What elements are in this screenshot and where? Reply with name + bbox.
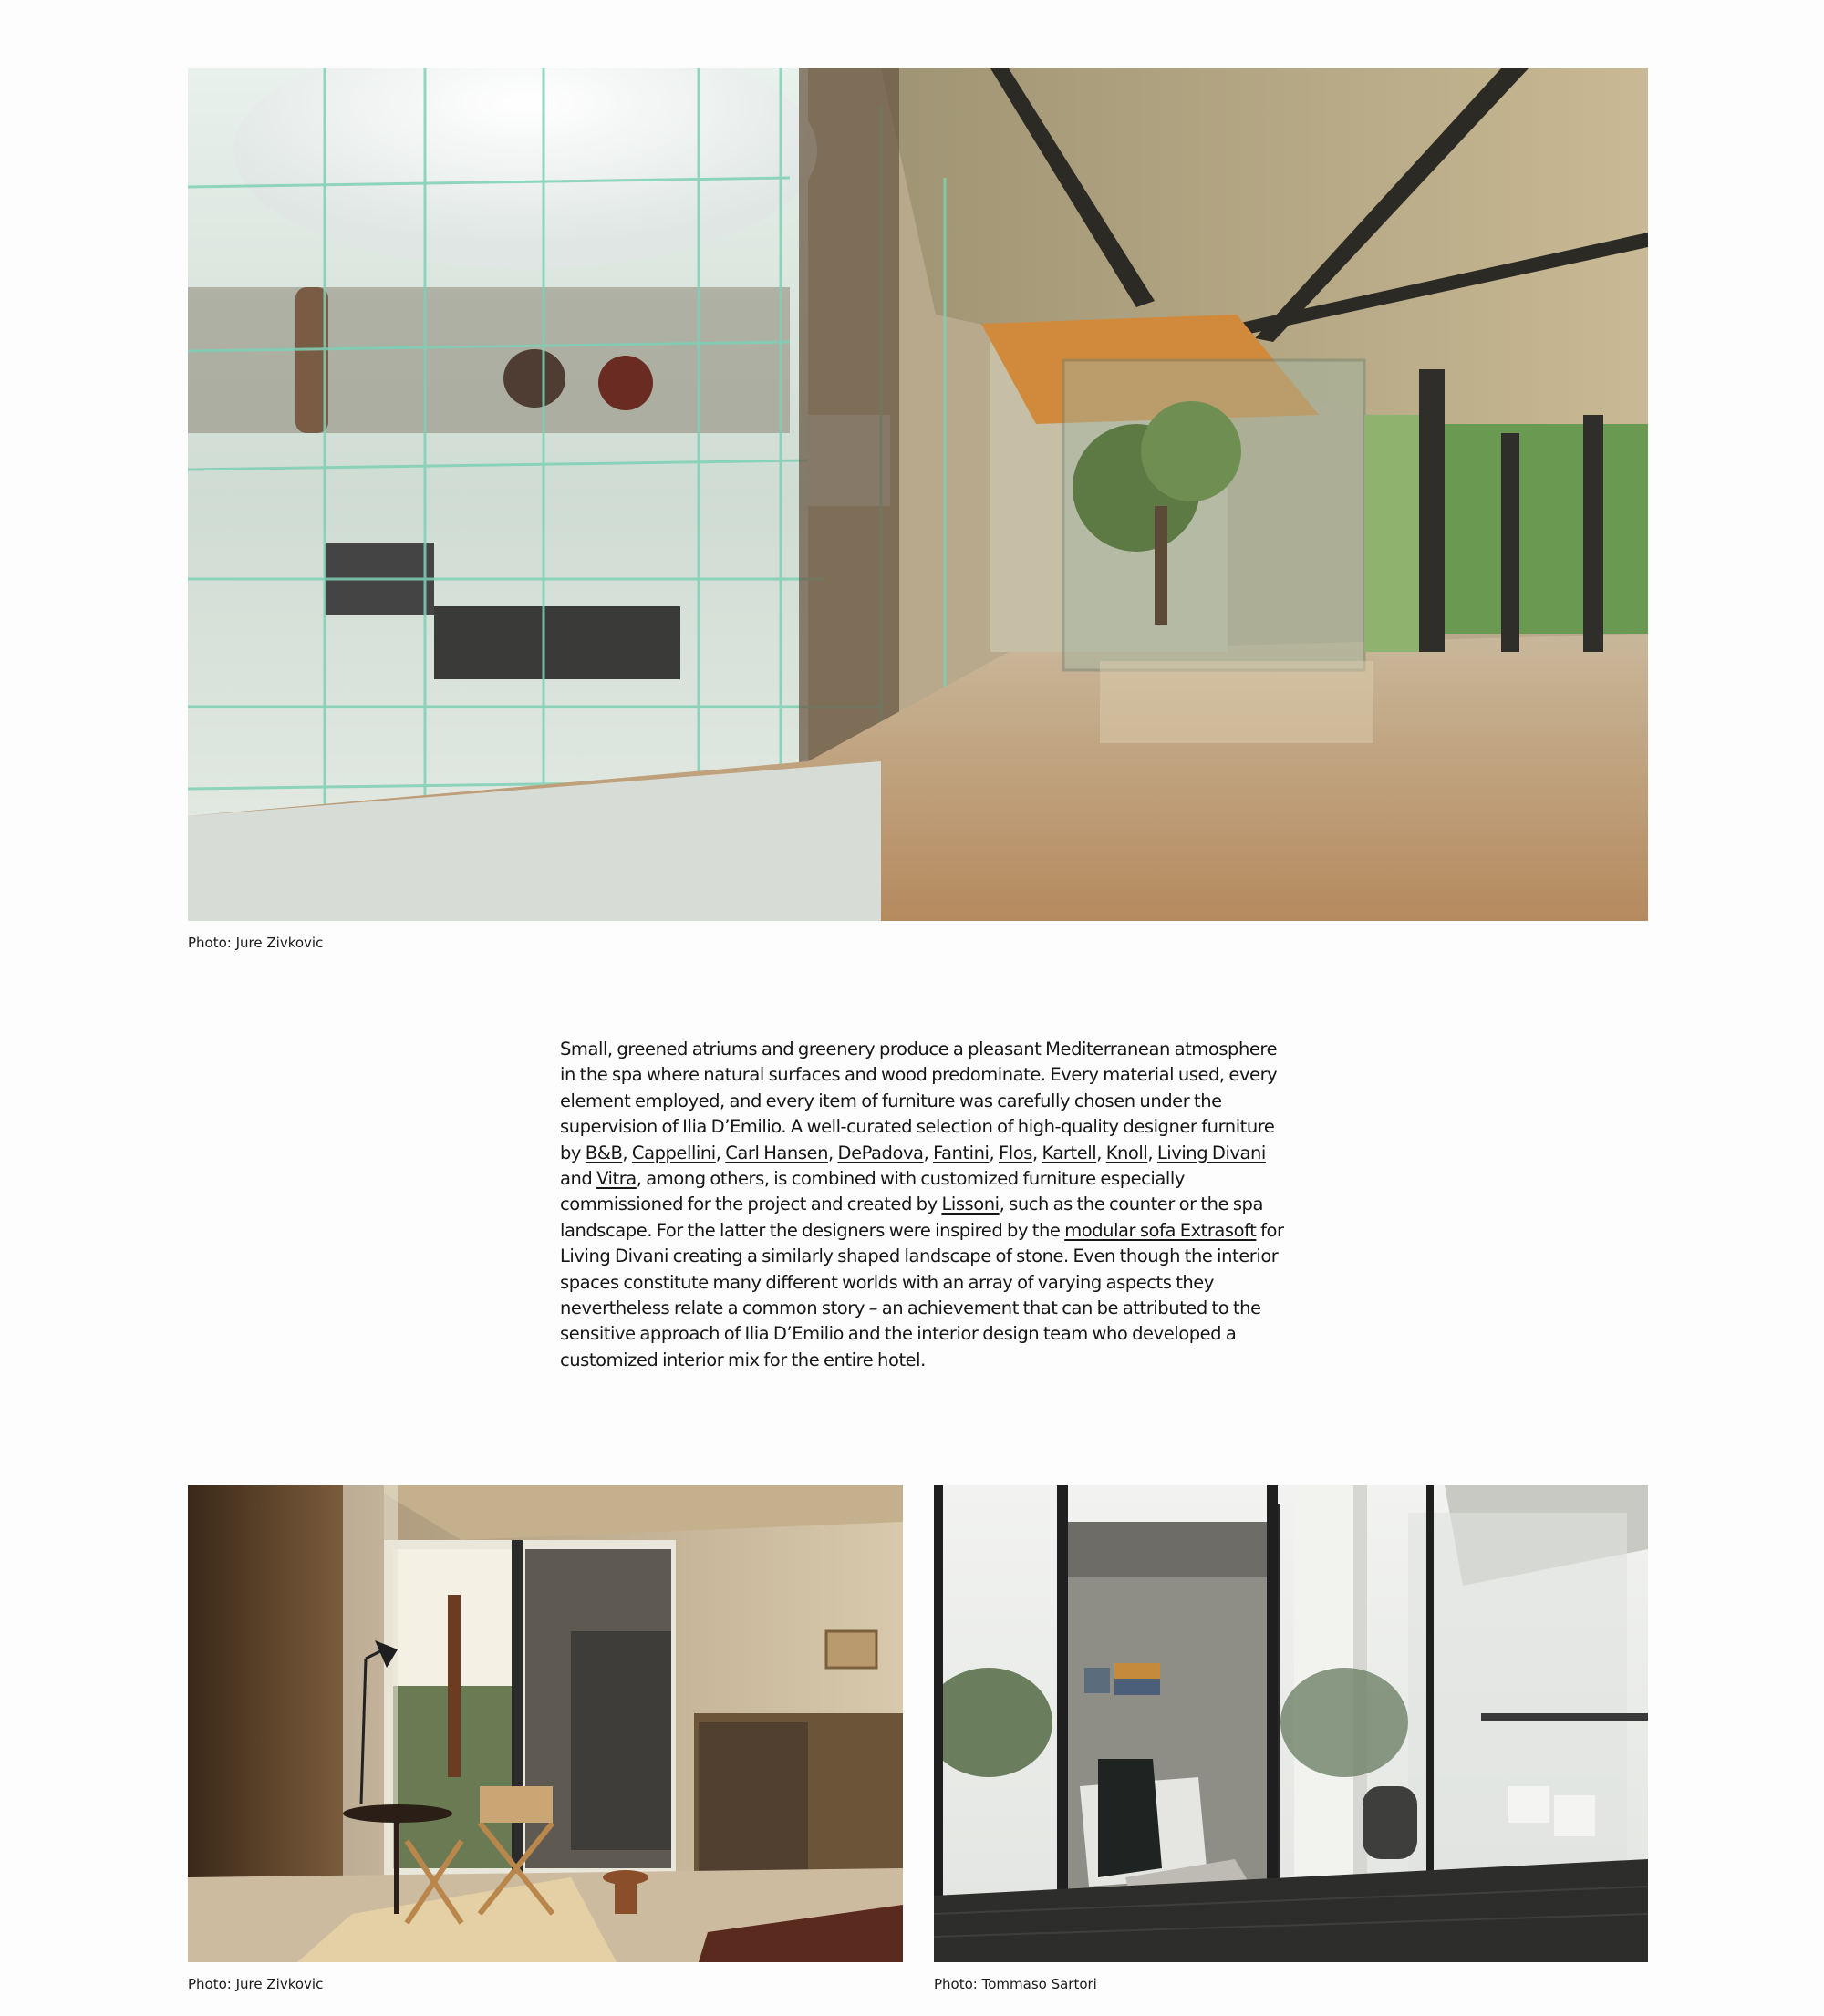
room-photo-left-illustration (188, 1485, 903, 1962)
link-extrasoft[interactable]: modular sofa Extrasoft (1064, 1219, 1257, 1241)
link-fantini[interactable]: Fantini (933, 1142, 990, 1163)
hero-photo-illustration (188, 68, 1648, 921)
link-bb[interactable]: B&B (585, 1142, 623, 1163)
link-living-divani[interactable]: Living Divani (1156, 1142, 1266, 1163)
article-text-end: for Living Divani creating a similarly shaped landscape of stone. Even though the interior spaces constitute many different worlds with an array of varying aspects they nevertheless relate a common story – an achievement that can be attributed to the sensitive approach of Ilia D’Emilio and the interior design team who developed a customized interior mix for the entire hotel. (560, 1219, 1284, 1370)
room-photo-right (934, 1485, 1648, 1962)
room-photo-left (188, 1485, 903, 1962)
link-vitra[interactable]: Vitra (596, 1168, 637, 1190)
hero-photo-caption: Photo: Jure Zivkovic (188, 935, 324, 951)
article-text-latter: , such as the counter or the spa landscape. For the latter the designers were inspired by the (560, 1194, 1263, 1241)
article-text-middle: , among others, is combined with customized furniture especially commissioned for the project and created by (560, 1168, 1185, 1215)
link-knoll[interactable]: Knoll (1105, 1142, 1148, 1163)
link-flos[interactable]: Flos (999, 1142, 1032, 1163)
room-photo-right-caption: Photo: Tommaso Sartori (934, 1976, 1097, 1992)
link-lissoni[interactable]: Lissoni (941, 1194, 1000, 1215)
article-paragraph: Small, greened atriums and greenery produce a pleasant Mediterranean atmosphere in the spa where natural surfaces and wood predominate. Every material used, every element employed, and every item of furniture was carefully chosen under the supervision of Ilia D’Emilio. A well-curated selection of high-quality designer furniture by B&B, Cappellini, Carl Hansen, DePadova, Fantini, Flos, Kartell, Knoll, Living Divani and Vitra, among others, is combined with customized furniture especially commissioned for the project and created by Lissoni, such as the counter or the spa landscape. For the latter the designers were inspired by the modular sofa Extrasoft for Living Divani creating a similarly shaped landscape of stone. Even though the interior spaces constitute many different worlds with an array of varying aspects they nevertheless relate a common story – an achievement that can be attributed to the sensitive approach of Ilia D’Emilio and the interior design team who developed a customized interior mix for the entire hotel. (560, 1039, 1284, 1370)
link-carl-hansen[interactable]: Carl Hansen (725, 1142, 829, 1163)
room-photo-left-caption: Photo: Jure Zivkovic (188, 1976, 324, 1992)
room-photo-right-illustration (934, 1485, 1648, 1962)
link-cappellini[interactable]: Cappellini (631, 1142, 716, 1163)
link-kartell[interactable]: Kartell (1042, 1142, 1097, 1163)
link-depadova[interactable]: DePadova (837, 1142, 924, 1163)
hero-photo (188, 68, 1648, 921)
article-text-intro: Small, greened atriums and greenery produce a pleasant Mediterranean atmosphere in the spa where natural surfaces and wood predominate. Every material used, every element employed, and every item of furniture was carefully chosen under the supervision of Ilia D’Emilio. A well-curated selection of high-quality designer furniture by (560, 1039, 1278, 1163)
